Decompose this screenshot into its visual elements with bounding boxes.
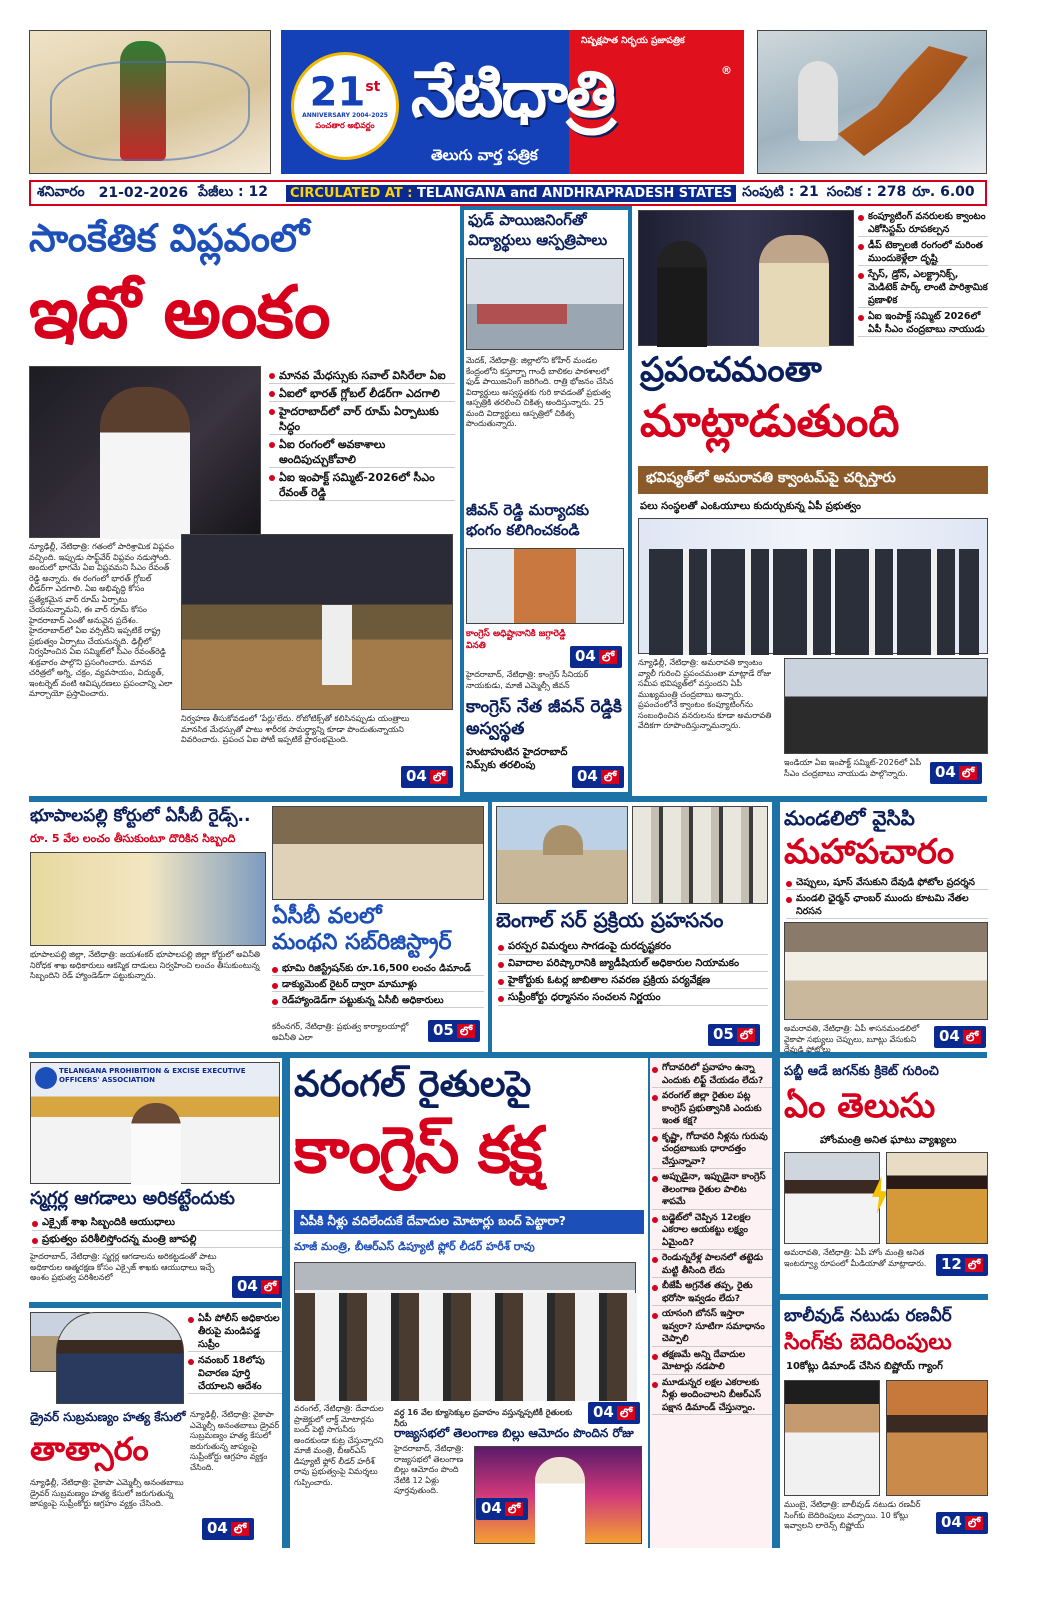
buddha-statue [798, 61, 838, 141]
harish-bullet: వరంగల్ జిల్లా రైతుల పట్ల కాంగ్రెస్ ప్రభుత్వానికి ఎందుకు ఇంత కక్ష? [652, 1090, 772, 1129]
excise-bullet: ప్రభుత్వం పరిశీలిస్తోందన్న మంత్రి జూపల్లి [32, 1233, 282, 1248]
newspaper-title: నేటిధాత్రి [411, 58, 614, 132]
info-price: రూ. 6.00 [912, 183, 975, 200]
delegates-row [649, 549, 979, 655]
ycp-headline-1: మండలిలో వైసిపి [784, 806, 915, 830]
info-bar [29, 180, 987, 206]
acb-body-text: భూపాలపల్లి జిల్లా, నేటిధాత్రి: జయశంకర్ భూపాలపల్లి జిల్లా కోర్టులో అవినీతి నిరోధక శాఖ అధికారులు ఆకస్మిక దాడులు నిర్వహించి లంచం తీసుకుంటున్న సిబ్బందిని రెడ్ హ్యాండెడ్‌గా పట్టుకున్నారు. [30, 950, 261, 980]
column-divider [488, 802, 492, 1052]
jeevan-page-ref-bottom[interactable] [572, 766, 624, 788]
harish-press-photo [294, 1262, 636, 1400]
harish-headline: కాంగ్రెస్ కక్ష [294, 1114, 541, 1188]
jagan-photo [784, 1152, 880, 1244]
anitha-page-ref[interactable] [936, 1254, 988, 1276]
supreme-kicker: డ్రైవర్ సుబ్రమణ్యం హత్య కేసులో [30, 1410, 186, 1424]
court-dome [543, 825, 583, 855]
page-suffix: లో [231, 1522, 249, 1536]
ap-bullet: కంప్యూటింగ్ వనరులకు క్వాంటం ఎకోసిస్టమ్ రూపకల్పన [858, 210, 988, 237]
page-suffix: లో [601, 770, 619, 784]
jeevan-body-text: హైదరాబాద్, నేటిధాత్రి: కాంగ్రెస్ సీనియర్ నాయకుడు, మాజీ ఎమ్మెల్సీ జీవన్ [466, 670, 589, 690]
acb-body-2: కరీంనగర్, నేటిధాత్రి: ప్రభుత్వ కార్యాలయాల్లో అవినీతి ఎలా [272, 1022, 409, 1042]
page-number: 04 [593, 1403, 614, 1421]
page-number: 04 [575, 647, 596, 665]
bengal-headline: బెంగాల్ సర్ ప్రక్రియ ప్రహసనం [496, 908, 724, 932]
ap-body-text: న్యూఢిల్లీ, నేటిధాత్రి: అమరావతి క్వాంటం వ్యాలీ గురించి ప్రపంచమంతా మాట్లాడే రోజు సమీప భవిష్యత్‌లో వస్తుందని ఏపీ ముఖ్యమంత్రి చంద్రబాబు అన్నారు. ప్రపంచంలోనే క్వాంటం కంప్యూటింగ్‌ను సంబంధించిన వనరులను కూడా అమరావతి వేదికగా రూపొందిస్తున్నామన్నారు. [638, 658, 772, 730]
harish-caption: వర్ధ 16 వేల క్యూసెక్కుల ప్రవాహం వస్తున్నప్పటికీ రైతులకు నీరు [394, 1408, 573, 1428]
lead-body-text: న్యూఢిల్లీ, నేటిధాత్రి: గతంలో పారిశ్రామిక విప్లవం వచ్చింది. ఇప్పుడు సాఫ్ట్‌వేర్ విప్లవం నడుస్తోంది. అందులో భాగమే ఏఐ విప్లవమని సీఎం రేవంత్ రెడ్డి అన్నారు. ఈ రంగంలో భారత్ గ్లోబల్ లీడర్‌గా ఎదగాలి. ఏఐ అభివృద్ధి కోసం ప్రత్యేకమైన వార్ రూమ్ ఏర్పాటు చేయనున్నామని, ఈ వార్ రూమ్ కోసం హైదరాబాద్ ఎంతో అనువైన ప్రదేశం. హైదరాబాద్‌లో ఏఐ వర్సిటీని ఇప్పటికే రాష్ట్ర ప్రభుత్వం ఏర్పాటు చేయనున్నది. ఢిల్లీలో నిర్వహించిన ఏఐ సమ్మిట్‌లో సీఎం రేవంత్‌రెడ్డి శుక్రవారం పాల్గొని ప్రసంగించారు. మానవ చరిత్రలో అగ్ని, చక్రం, వ్యవసాయం, విద్యుత్, ఇంటర్నెట్ వంటి ఆవిష్కరణలు ప్రపంచాన్ని ఎలా మార్చాయో ప్రస్తావించారు. [29, 542, 174, 698]
page-suffix: లో [599, 650, 617, 664]
info-circulation-block [286, 185, 736, 202]
podium [322, 605, 352, 685]
food-headline: ఫుడ్ పాయిజనింగ్‌తో విద్యార్థులు ఆస్పత్రిపాలు [468, 211, 608, 249]
ycp-bullet: చెప్పులు, షూస్ వేసుకుని దేవుడి ఫోటోల ప్రదర్శన [786, 876, 988, 890]
harish-bullet: యాసంగి బోనస్ ఇస్తారా ఇవ్వరా? సూటిగా సమాధానం చెప్పాలి [652, 1308, 772, 1347]
lead-body-continued: నిర్వహణ తీసుకోవడంలో 'పేర్లు'లేదు. రోబోటిక్స్‌తో కలిసినప్పుడు యంత్రాలు మానసిక మేధస్సుతో పాటు శారీరక సామర్థ్యాన్ని కూడా పొందుతున్నాయని వివరించారు. ప్రపంచ ఏఐ పోటీ ఇప్పటికే ప్రారంభమైంది. [181, 714, 410, 744]
acb-bullet: డాక్యుమెంట్ రైటర్ ద్వారా మామూళ్లు [272, 978, 484, 992]
harish-bullet: బడ్జెట్‌లో చెప్పిన 12లక్షల ఎకరాల ఆయకట్టు లక్ష్యం ఏమైంది? [652, 1212, 772, 1251]
roja-page-ref[interactable] [476, 1498, 528, 1520]
ap-bullet: డీప్ టెక్నాలజీ రంగంలో మరింత ముందుకెళ్లేలా దృష్టి [858, 239, 988, 266]
hospital-photo [466, 258, 624, 350]
acb-bullet: భూమి రిజిస్ట్రేషన్‌కు రూ.16,500 లంచం డిమాండ్ [272, 962, 484, 976]
page-number: 04 [577, 767, 598, 785]
excise-headline: స్మగ్లర్ల ఆగడాలు అరికట్టేందుకు [30, 1188, 235, 1209]
subregistrar-photo [272, 806, 484, 900]
page-suffix: లో [959, 766, 977, 780]
page-number: 04 [207, 1519, 228, 1537]
ap-bullets [858, 210, 988, 339]
page-suffix: లో [737, 1028, 755, 1042]
bengal-bullet: హైకోర్టుకు ఓటర్ల జాబితాల సవరణ ప్రక్రియ పర్యవేక్షణ [498, 974, 768, 989]
lead-bullet: ఏఐ రంగంలో అవకాశాలు అందిపుచ్చుకోవాలి [269, 437, 455, 468]
page-suffix: లో [965, 1516, 983, 1530]
harish-bullet: అప్పుడైనా, ఇప్పుడైనా కాంగ్రెస్ తెలంగాణ రైతుల పాలిట శాపమే [652, 1171, 772, 1210]
harish-kicker: వరంగల్ రైతులపై [294, 1064, 532, 1105]
registered-mark: ® [721, 64, 732, 77]
supreme-body-text: న్యూఢిల్లీ, నేటిధాత్రి: వైకాపా ఎమ్మెల్సీ అనంతబాబు డ్రైవర్ సుబ్రమణ్యం హత్య కేసులో జరుగుతున్న జాప్యంపై సుప్రీంకోర్టు ఆగ్రహం వ్యక్తం చేసింది. [30, 1478, 184, 1508]
lead-bullet: మానవ మేధస్సుకు సవాల్ విసిరేలా ఏఐ [269, 368, 455, 384]
ap-page-ref[interactable] [930, 762, 982, 784]
ap-headline-2: మాట్లాడుతుంది [640, 396, 900, 447]
ranveer-kicker: బాలీవుడ్ నటుడు రణవీర్ [784, 1306, 952, 1326]
ycp-bullets [786, 876, 988, 921]
ap-banner: భవిష్యత్‌లో అమరావతి క్వాంటమ్‌పై చర్చిస్తారు [638, 466, 988, 494]
anniversary-number: 21 [309, 69, 366, 116]
bengal-page-ref[interactable] [708, 1024, 760, 1046]
column-divider [772, 802, 780, 1052]
anitha-sub: హోంమంత్రి అనిత ఘాటు వ్యాఖ్యలు [820, 1135, 957, 1146]
page-suffix: లో [261, 1280, 279, 1294]
lead-bullet: హైదరాబాద్‌లో వార్ రూమ్ ఏర్పాటుకు సిద్ధం [269, 404, 455, 435]
page-number: 04 [941, 1513, 962, 1531]
anniversary-text: ANNIVERSARY 2004-2025 [302, 112, 388, 120]
ranveer-sub: 10కోట్లు డిమాండ్ చేసిన బిష్ణోయ్ గ్యాంగ్ [786, 1361, 943, 1372]
kcr-figure [535, 1457, 585, 1545]
anitha-headline: ఏం తెలుసు [784, 1086, 936, 1126]
info-volume: సంపుటి : 21 [742, 183, 819, 200]
naidu-figure [759, 235, 829, 347]
page-suffix: లో [430, 770, 448, 784]
info-day: శనివారం [37, 183, 85, 200]
page-number: 05 [433, 1021, 454, 1039]
acb-headline-2a: ఏసీబీ వలలో [272, 904, 382, 929]
row-divider [29, 1052, 987, 1058]
jeevan-illness-sub: హుటాహుటిన హైదరాబాద్ నిమ్స్‌కు తరలింపు [466, 747, 568, 771]
ranveer-headline: సింగ్‌కు బెదిరింపులు [784, 1330, 952, 1355]
ycp-page-ref[interactable] [934, 1026, 986, 1048]
supreme-headline: తాత్సారం [30, 1430, 149, 1468]
excise-bullet: ఎక్సైజ్ శాఖ సిబ్బందికి ఆయుధాలు [32, 1216, 282, 1231]
lead-story [29, 210, 459, 790]
harish-bullet: మూడున్నర లక్షల ఎకరాలకు నీళ్లు అందించాలని బీఆర్ఎస్ పక్షాన డిమాండ్ చేస్తున్నాం. [652, 1377, 772, 1416]
acb-bullets [272, 962, 484, 1010]
harish-bullet: తక్షణమే అన్ని దేవాదుల మోటార్లు నడపాలి [652, 1349, 772, 1375]
lead-page-ref[interactable] [401, 766, 453, 788]
anitha-body-text: అమరావతి, నేటిధాత్రి: ఏపీ హోం మంత్రి అనిత ఇంటర్వ్యూ రూపంలో మీడియాతో మాట్లాడారు. [784, 1248, 927, 1268]
ap-bullet: ఏఐ ఇంపాక్ట్ సమ్మిట్ 2026లో ఏపీ సీఎం చంద్రబాబు నాయుడు [858, 310, 988, 337]
jeevan-caption: కాంగ్రెస్ అధిష్టానానికి జగ్గారెడ్డి వినతి [466, 629, 566, 651]
bengal-bullet: పరస్పర విమర్శలు సాగడంపై దురదృష్టకరం [498, 940, 768, 955]
harish-bullet: బీజేపీ అగ్రనేత తప్ప, రైతు భరోసా ఇవ్వడం లేదు? [652, 1280, 772, 1306]
harish-caption-page-ref[interactable] [588, 1402, 640, 1424]
roja-headline: రాజ్యసభలో తెలంగాణ బిల్లు ఆమోదం పొందిన రోజు [394, 1426, 634, 1440]
lead-bullet: ఏఐలో భారత్ గ్లోబల్ లీడర్‌గా ఎదగాలి [269, 386, 455, 402]
summit-hall-photo [181, 534, 453, 710]
supreme-page-ref[interactable] [202, 1518, 254, 1540]
anniversary-telugu: పంచతార అభివర్ణం [315, 121, 375, 131]
anniversary-badge [291, 52, 399, 160]
excise-bullets [32, 1216, 282, 1250]
page-number: 12 [941, 1255, 962, 1273]
lead-headline: ఇదో అంకం [29, 270, 330, 354]
row-divider [29, 796, 987, 802]
association-emblem [35, 1067, 57, 1089]
ranveer-body-text: ముంబై, నేటిధాత్రి: బాలీవుడ్ నటుడు రణవీర్ సింగ్‌కు బెదిరింపులు వచ్చాయి. 10 కోట్లు ఇవ్వాలని లారెన్స్ బిష్ణోయ్ [784, 1500, 921, 1530]
harish-strap: ఏపీకి నీళ్లు వదిలేందుకే దేవాదుల మోటార్లు బంద్ పెట్టారా? [294, 1210, 644, 1234]
masthead-banner [281, 30, 744, 174]
kcr-graphic [474, 1446, 642, 1544]
harish-bullet: కృష్ణా, గోదావరి నీళ్లను గురువు చంద్రబాబుకు ధారాదత్తం చేస్తున్నావా? [652, 1131, 772, 1170]
minister-figure [131, 1103, 181, 1185]
ap-headline-1: ప్రపంచమంతా [640, 350, 822, 390]
lead-kicker: సాంకేతిక విప్లవంలో [29, 216, 310, 260]
ycp-bullet: మండలి ఛైర్మన్ ఛాంబర్ ముందు కూటమి నేతల నిరసన [786, 892, 988, 919]
supreme-court-photo [496, 806, 628, 904]
acb-sub: రూ. 5 వేల లంచం తీసుకుంటూ దొరికిన సిబ్బంది [30, 832, 236, 845]
row-divider [778, 1294, 988, 1300]
page-number: 04 [939, 1027, 960, 1045]
page-suffix: లో [457, 1024, 475, 1038]
info-issue: సంచిక : 278 [826, 183, 907, 200]
info-date: 21-02-2026 [98, 185, 189, 201]
jeevan-page-ref-top[interactable] [570, 646, 622, 668]
page-suffix: లో [617, 1406, 635, 1420]
info-circulated-label: CIRCULATED AT : [289, 185, 413, 201]
jaggareddy-photo [466, 548, 624, 624]
roja-body-text: హైదరాబాద్, నేటిధాత్రి: రాజ్యసభలో తెలంగాణ బిల్లు ఆమోదం పొంది నేటికి 12 ఏళ్లు పూర్తవుతుంది. [394, 1444, 464, 1495]
masthead-tagline: నిష్పక్షపాత నిర్భయ ప్రజాపత్రిక [581, 36, 685, 46]
jeevan-headline: జీవన్ రెడ్డి మర్యాదకు భంగం కలిగించకండి [466, 501, 590, 539]
revanth-photo [29, 366, 261, 538]
court-staff-photo [30, 852, 266, 946]
ranveer-photo [784, 1380, 880, 1496]
ap-bullet: స్పేస్, డ్రోన్, ఎలక్ట్రానిక్స్, మెడిటెక్ పార్క్ లాంటి పారిశ్రామిక ప్రణాళిక [858, 268, 988, 308]
supreme-bullet: ఏపీ పోలీస్ అధికారుల తీరుపై మండిపడ్డ సుప్రీం [188, 1312, 282, 1352]
andhra-state-outline [838, 46, 968, 156]
harish-bullets [652, 1062, 772, 1417]
telangana-state-outline [50, 61, 250, 161]
bengal-bullet: సుప్రీంకోర్టు ధర్మాసనం సంచలన నిర్ణయం [498, 991, 768, 1006]
hospital-bed [477, 304, 567, 324]
acb-page-ref[interactable] [428, 1020, 480, 1042]
newspaper-subtitle: తెలుగు వార్త పత్రిక [431, 146, 538, 164]
excise-banner-title: TELANGANA PROHIBITION & EXCISE EXECUTIVE OFFICERS' ASSOCIATION [59, 1067, 246, 1084]
excise-page-ref[interactable] [232, 1276, 284, 1298]
lead-bullets [269, 368, 455, 503]
ranveer-page-ref[interactable] [936, 1512, 988, 1534]
supreme-bullet: నవంబర్ 18లోపు విచారణ పూర్తి చేయాలని ఆదేశం [188, 1354, 282, 1394]
ycp-headline-2: మహాపచారం [784, 832, 955, 872]
food-body-text: మెదక్, నేటిధాత్రి: జిల్లాలోని కోహీర్ మండల కేంద్రంలోని కస్తూర్బా గాంధీ బాలికల పాఠశాలలో ఫుడ్ పాయిజనింగ్ జరిగింది. రాత్రి భోజనం చేసిన విద్యార్థులు అస్వస్థతకు గురి కావడంతో ప్రభుత్వ ఆస్పత్రికి తరలించి చికిత్స అందిస్తున్నారు. 25 మంది విద్యార్థులు ఆస్పత్రిలో చికిత్స పొందుతున్నారు. [466, 356, 614, 428]
subramanyam-photo [56, 1312, 184, 1404]
ap-photo-caption: ఇండియా ఏఐ ఇంపాక్ట్ సమ్మిట్-2026లో ఏపీ సీఎం చంద్రబాబు నాయుడు పాల్గొన్నారు. [784, 758, 922, 778]
column-divider [774, 1058, 780, 1548]
row-divider [29, 1302, 281, 1308]
acb-headline: భూపాలపల్లి కోర్టులో ఏసీబీ రైడ్స్.. [30, 806, 251, 826]
harish-body-text: వరంగల్, నేటిధాత్రి: దేవాదుల ప్రాజెక్టులో లాక్డ్ మోటార్లను బంద్ పెట్టి సాగునీరు అందకుండా కుట్ర చేస్తున్నారని మాజీ మంత్రి, బీఆర్ఎస్ డిప్యూటీ ఫ్లోర్ లీడర్ హరీశ్ రావు ప్రభుత్వంపై విమర్శలు గుప్పించారు. [294, 1404, 384, 1487]
naidu-event-photo [784, 658, 988, 754]
speaker-figure [100, 387, 190, 539]
page-number: 04 [935, 763, 956, 781]
bengal-bullet: వివాదాల పరిష్కారానికి జ్యుడీషియల్ అధికారుల నియామకం [498, 957, 768, 972]
page-number: 04 [406, 767, 427, 785]
harish-bullet: గోదావరిలో ప్రవాహం ఉన్నా ఎందుకు లిఫ్ట్ చేయడం లేదు? [652, 1062, 772, 1088]
acb-bullet: రెడ్‌హ్యాండెడ్‌గా పట్టుకున్న ఏసీబీ అధికారులు [272, 994, 484, 1008]
harish-byline: మాజీ మంత్రి, బీఆర్ఎస్ డిప్యూటీ ఫ్లోర్ లీడర్ హరీశ్ రావు [294, 1240, 535, 1253]
mou-photo [638, 518, 988, 654]
naidu-photo [638, 210, 854, 346]
info-states: TELANGANA and ANDHRAPRADESH STATES [417, 185, 733, 201]
anitha-kicker: పబ్జీ ఆడే జగన్‌కు క్రికెట్ గురించి [784, 1064, 939, 1079]
page-suffix: లో [965, 1258, 983, 1272]
council-protest-photo [784, 922, 988, 1020]
supreme-bullets [188, 1312, 282, 1396]
group-figures [295, 1293, 637, 1401]
anniversary-suffix: st [365, 79, 381, 95]
excise-association-photo [30, 1062, 280, 1184]
bengal-crowd-photo [632, 806, 768, 904]
bishnoi-photo [886, 1380, 988, 1496]
harish-bullet: రెండున్నరేళ్ల పాలనలో తట్టెడు మట్టి తీసింది లేదు [652, 1252, 772, 1278]
page-number: 05 [713, 1025, 734, 1043]
lead-bullet: ఏఐ ఇంపాక్ట్ సమ్మిట్-2026లో సీఎం రేవంత్ రెడ్డి [269, 470, 455, 501]
page-suffix: లో [963, 1030, 981, 1044]
anitha-photo [886, 1152, 988, 1244]
acb-headline-2b: మంథని సబ్‌రిజిస్ట్రార్ [272, 930, 452, 955]
andhra-map-graphic [757, 30, 987, 174]
woman-figure [657, 241, 707, 347]
page-number: 04 [237, 1277, 258, 1295]
ycp-body-text: అమరావతి, నేటిధాత్రి: ఏపీ శాసనమండలిలో వైకాపా సభ్యులు చెప్పులు, బూట్లు వేసుకుని దేవుడి ఫోటోలు [784, 1024, 920, 1054]
page-suffix: లో [505, 1502, 523, 1516]
ap-caption: పలు సంస్థలతో ఎంఓయూలు కుదుర్చుకున్న ఏపీ ప్రభుత్వం [640, 501, 861, 512]
page-number: 04 [481, 1499, 502, 1517]
telangana-map-graphic [29, 30, 271, 174]
bengal-bullets [498, 940, 768, 1008]
excise-body-text: హైదరాబాద్, నేటిధాత్రి: స్మగ్లర్ల ఆగడాలను అరికట్టడంతో పాటు అధికారుల ఆత్మరక్షణ కోసం ఎక్సైజ్ శాఖకు ఆయుధాలు ఇచ్చే అంశం ప్రభుత్వ పరిశీలనలో [30, 1252, 217, 1282]
column-divider [282, 1058, 290, 1548]
info-pages: పేజీలు : 12 [198, 183, 268, 200]
supreme-detail-text: న్యూఢిల్లీ, నేటిధాత్రి: వైకాపా ఎమ్మెల్సీ అనంతబాబు డ్రైవర్ సుబ్రమణ్యం హత్య కేసులో జరుగుతున్న జాప్యంపై సుప్రీంకోర్టు ఆగ్రహం వ్యక్తం చేసింది. [190, 1410, 280, 1472]
jeevan-illness-headline: కాంగ్రెస్ నేత జీవన్ రెడ్డికి అస్వస్థత [466, 697, 622, 739]
